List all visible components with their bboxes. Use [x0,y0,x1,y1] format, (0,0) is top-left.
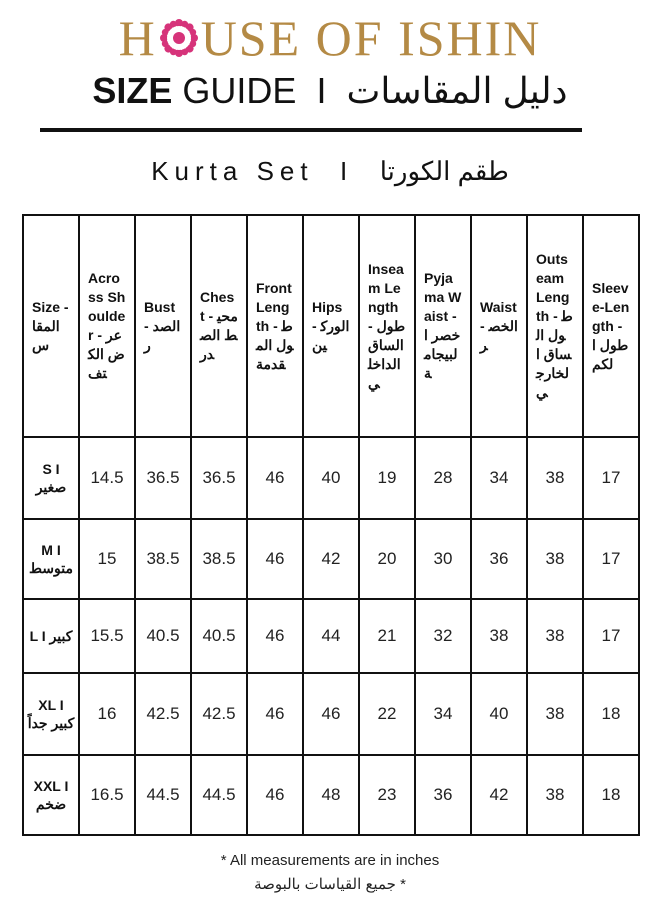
subtitle: Kurta Set I طقم الكورتا [151,156,509,186]
value-cell: 18 [583,755,639,835]
value-cell: 34 [471,437,527,519]
value-cell: 38 [527,755,583,835]
table-row [23,755,639,835]
header-cell: Across Shoulder - عرض الكتف [79,215,135,437]
title-divider [40,128,582,132]
value-cell: 40 [471,673,527,755]
value-cell: 42 [303,519,359,599]
value-cell: 15 [79,519,135,599]
value-cell: 18 [583,673,639,755]
value-cell: 38 [527,519,583,599]
table-row [23,519,639,599]
header-cell: Sleeve-Length - طول الكم [583,215,639,437]
title-rest: GUIDE I دليل المقاسات [172,70,568,111]
value-cell: 46 [303,673,359,755]
value-cell: 17 [583,437,639,519]
value-cell: 44 [303,599,359,673]
value-cell: 19 [359,437,415,519]
page-title [0,70,660,112]
table-row [23,599,639,673]
value-cell: 36 [415,755,471,835]
value-cell: 38 [471,599,527,673]
value-cell: 38 [527,437,583,519]
value-cell: 46 [247,519,303,599]
value-cell: 42.5 [191,673,247,755]
table-row [23,437,639,519]
brand-name-rest: USE OF ISHIN [200,10,542,66]
value-cell: 44.5 [135,755,191,835]
value-cell: 22 [359,673,415,755]
value-cell: 15.5 [79,599,135,673]
value-cell: 46 [247,437,303,519]
value-cell: 36.5 [135,437,191,519]
value-cell: 38 [527,599,583,673]
value-cell: 17 [583,519,639,599]
header-cell: Front Length - طول المقدمة [247,215,303,437]
value-cell: 28 [415,437,471,519]
header-cell: Outseam Length - طول الساق الخارجي [527,215,583,437]
value-cell: 38.5 [135,519,191,599]
size-cell: S I صغير [23,437,79,519]
size-table [22,214,638,836]
header-cell: Bust - الصدر [135,215,191,437]
header-cell: Chest - محيط الصدر [191,215,247,437]
value-cell: 42 [471,755,527,835]
size-cell: XXL I ضخم [23,755,79,835]
header-cell: Size - المقاس [23,215,79,437]
value-cell: 14.5 [79,437,135,519]
value-cell: 20 [359,519,415,599]
value-cell: 42.5 [135,673,191,755]
brand-logo [0,10,660,66]
value-cell: 21 [359,599,415,673]
header-cell: Inseam Length - طول الساق الداخلي [359,215,415,437]
value-cell: 48 [303,755,359,835]
value-cell: 36 [471,519,527,599]
value-cell: 46 [247,599,303,673]
size-cell: L I كبير [23,599,79,673]
value-cell: 40 [303,437,359,519]
brand-letter-h: H [118,10,157,66]
value-cell: 34 [415,673,471,755]
value-cell: 40.5 [191,599,247,673]
flower-icon [160,19,198,57]
value-cell: 38.5 [191,519,247,599]
value-cell: 16.5 [79,755,135,835]
value-cell: 40.5 [135,599,191,673]
footer-note-en: * All measurements are in inches [220,852,440,869]
table-header-row [23,215,639,437]
size-cell: M I متوسط [23,519,79,599]
header-cell: Hips - الوركين [303,215,359,437]
table-row [23,673,639,755]
title-bold: SIZE [92,70,173,111]
value-cell: 23 [359,755,415,835]
value-cell: 16 [79,673,135,755]
header-cell: Waist - الخصر [471,215,527,437]
footer-note-ar: جميع القياسات بالبوصة * [254,876,406,893]
value-cell: 32 [415,599,471,673]
value-cell: 44.5 [191,755,247,835]
value-cell: 17 [583,599,639,673]
value-cell: 36.5 [191,437,247,519]
value-cell: 30 [415,519,471,599]
value-cell: 46 [247,673,303,755]
size-cell: XL I كبير جداً [23,673,79,755]
header-cell: Pyjama Waist - خصر البيجامة [415,215,471,437]
value-cell: 38 [527,673,583,755]
value-cell: 46 [247,755,303,835]
